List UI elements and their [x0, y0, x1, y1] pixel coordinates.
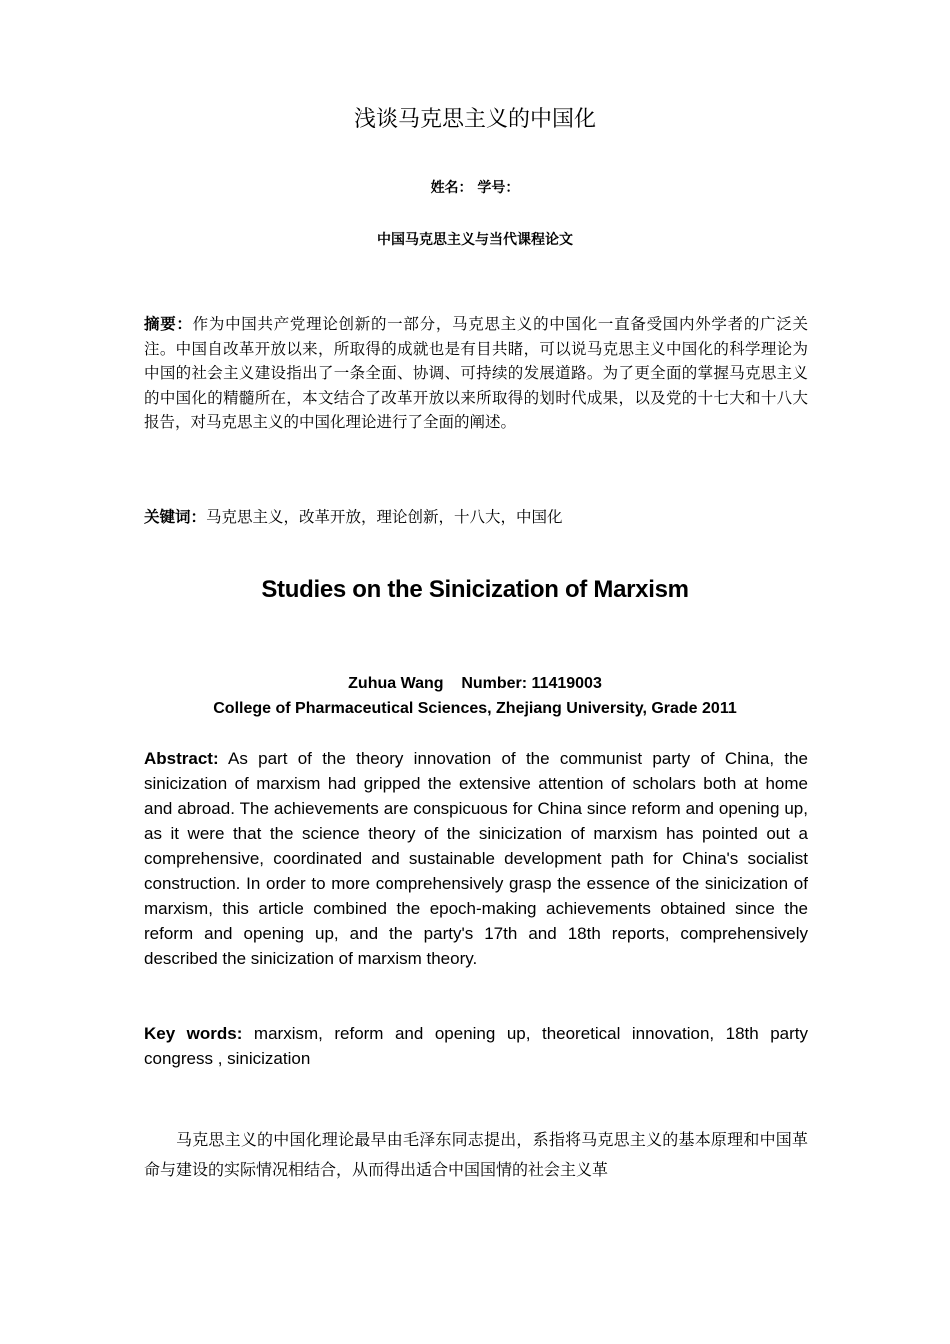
chinese-author-line: 姓名： 学号：	[430, 180, 520, 196]
english-author-line: Zuhua Wang Number: 11419003	[348, 675, 602, 692]
chinese-abstract-text: 作为中国共产党理论创新的一部分，马克思主义的中国化一直备受国内外学者的广泛关注。中国自改革开放以来，所取得的成就也是有目共睹，可以说马克思主义中国化的科学理论为中国的社会主义建设指出了一条全面、协调、可持续的发展道路。为了更全面的掌握马克思主义的中国化的精髓所在，本文结合了改革开放以来所取得的划时代成果，以及党的十七大和十八大报告，对马克思主义的中国化理论进行了全面的阐述。	[144, 315, 808, 432]
chinese-abstract	[144, 312, 808, 435]
english-abstract-label: Abstract:	[144, 749, 219, 768]
chinese-abstract-label: 摘要：	[144, 315, 193, 333]
chinese-keywords-label: 关键词：	[144, 508, 207, 526]
english-keywords	[144, 1021, 808, 1071]
chinese-keywords-text: 马克思主义，改革开放，理论创新，十八大，中国化	[206, 508, 563, 526]
english-affiliation: College of Pharmaceutical Sciences, Zhejiang University, Grade 2011	[213, 700, 737, 717]
english-keywords-label: Key words:	[144, 1024, 243, 1043]
body-paragraph: 马克思主义的中国化理论最早由毛泽东同志提出，系指将马克思主义的基本原理和中国革命与建设的实际情况相结合，从而得出适合中国国情的社会主义革	[144, 1130, 808, 1179]
english-abstract-text: As part of the theory innovation of the communist party of China, the sinicization of marxism had gripped the extensive attention of scholars both at home and abroad. The achievements are conspicuous for China since reform and opening up, as it were that the science theory of the sinicization of marxism has pointed out a comprehensive, coordinated and sustainable development path for China's socialist construction. In order to more comprehensively grasp the essence of the sinicization of marxism, this article combined the epoch-making achievements obtained since the reform and opening up, and the party's 17th and 18th reports, comprehensively described the sinicization of marxism theory.	[144, 749, 808, 968]
english-title: Studies on the Sinicization of Marxism	[261, 576, 689, 603]
english-keywords-text: marxism, reform and opening up, theoretical innovation, 18th party congress , sinicization	[144, 1024, 809, 1068]
chinese-keywords	[144, 505, 808, 529]
chinese-course-line: 中国马克思主义与当代课程论文	[377, 232, 573, 248]
english-abstract	[144, 746, 808, 971]
chinese-title: 浅谈马克思主义的中国化	[353, 107, 596, 132]
